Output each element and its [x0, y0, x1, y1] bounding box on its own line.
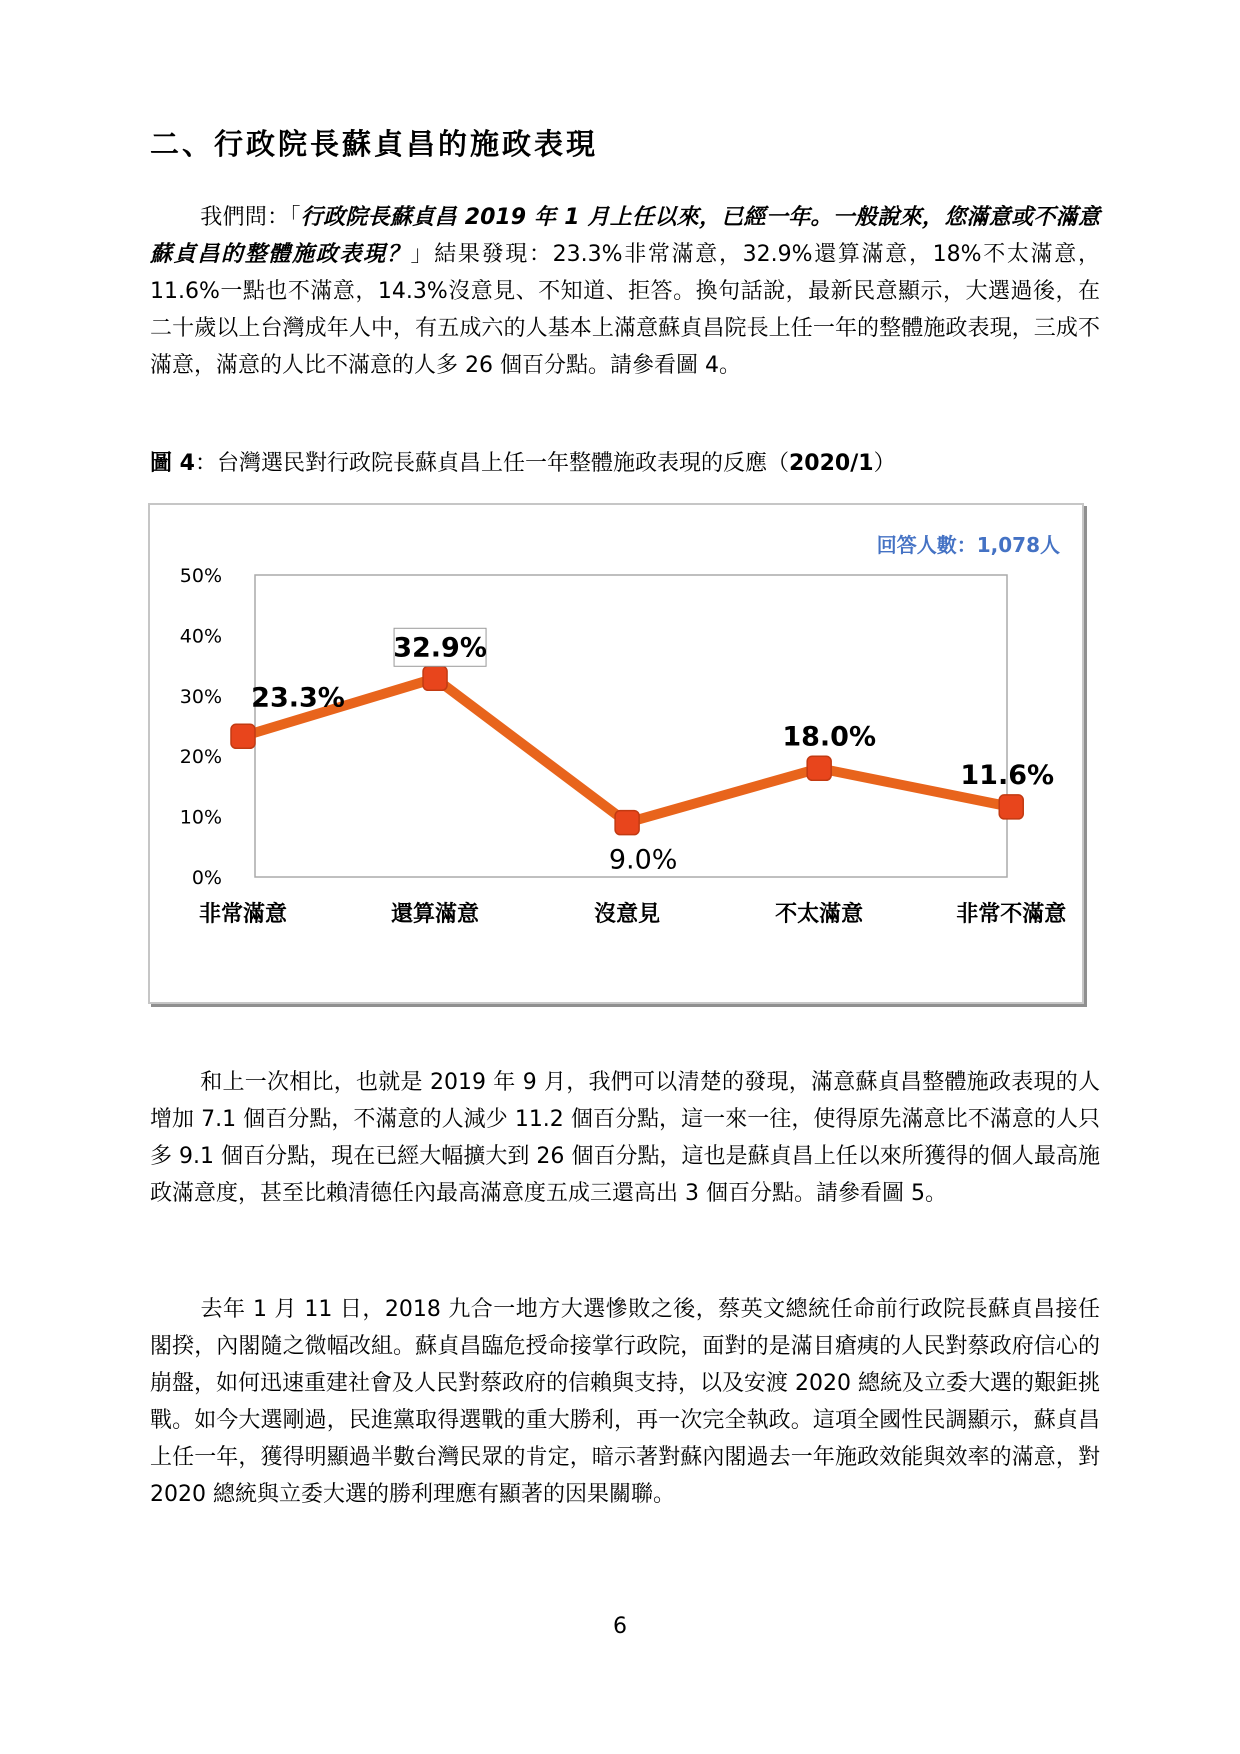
- figure-title: ：台灣選民對行政院長蘇貞昌上任一年整體施政表現的反應（: [194, 451, 789, 476]
- paragraph-comparison-text: 和上一次相比，也就是 2019 年 9 月，我們可以清楚的發現，滿意蘇貞昌整體施政表現的人增加 7.1 個百分點，不滿意的人減少 11.2 個百分點，這一來一往，使得原先滿意比不滿意的人只多 9.1 個百分點，現在已經大幅擴大到 26 個百分點，這也是蘇貞昌上任以來所獲得的個人最高施政滿意度，甚至比賴清德任內最高滿意度五成三還高出 3 個百分點。請參看圖 5。: [150, 1070, 1100, 1206]
- data-label: 23.3%: [251, 682, 345, 714]
- figure-caption-close: ）: [873, 451, 896, 476]
- paragraph-survey-result: [150, 199, 1100, 384]
- data-point-marker: [999, 795, 1023, 819]
- paragraph-background: [150, 1291, 1100, 1513]
- y-tick-label: 50%: [179, 565, 222, 587]
- section-heading: 二、行政院長蘇貞昌的施政表現: [150, 127, 599, 161]
- figure-label: 圖 4: [150, 451, 195, 476]
- respondents-note: 回答人數：1,078人: [876, 533, 1060, 557]
- y-tick-label: 20%: [179, 746, 222, 769]
- y-axis-ticks: [180, 565, 222, 889]
- line-chart: [150, 505, 1082, 1002]
- paragraph-background-text: 去年 1 月 11 日，2018 九合一地方大選慘敗之後，蔡英文總統任命前行政院長蘇貞昌接任閣揆，內閣隨之微幅改組。蘇貞昌臨危授命接掌行政院，面對的是滿目瘡痍的人民對蔡政府信心的崩盤，如何迅速重建社會及人民對蔡政府的信賴與支持，以及安渡 2020 總統及立委大選的艱鉅挑戰。如今大選剛過，民進黨取得選戰的重大勝利，再一次完全執政。這項全國性民調顯示，蘇貞昌上任一年，獲得明顯過半數台灣民眾的肯定，暗示著對蘇內閣過去一年施政效能與效率的滿意，對 2020 總統與立委大選的勝利理應有顯著的因果關聯。: [150, 1297, 1100, 1507]
- page-number: 6: [613, 1614, 627, 1639]
- data-point-marker: [231, 724, 255, 748]
- paragraph-result-text: 」結果發現：23.3%非常滿意，32.9%還算滿意，18%不太滿意，11.6%一點也不滿意，14.3%沒意見、不知道、拒答。換句話說，最新民意顯示，大選過後，在二十歲以上台灣成年人中，有五成六的人基本上滿意蘇貞昌院長上任一年的整體施政表現，三成不滿意，滿意的人比不滿意的人多 26 個百分點。請參看圖 4。: [150, 242, 1100, 378]
- data-label: 18.0%: [782, 721, 877, 753]
- paragraph-lead: 我們問：「: [200, 205, 301, 230]
- paragraph-comparison: [150, 1064, 1100, 1212]
- data-point-marker: [807, 756, 831, 780]
- x-category-label: 非常滿意: [198, 902, 288, 927]
- data-point-marker: [615, 811, 639, 835]
- y-tick-label: 0%: [191, 867, 222, 889]
- x-category-label: 沒意見: [594, 902, 661, 927]
- data-label: 32.9%: [393, 632, 487, 664]
- x-category-label: 還算滿意: [391, 902, 480, 927]
- y-tick-label: 30%: [179, 685, 222, 708]
- data-point-marker: [423, 666, 447, 690]
- x-axis-categories: [199, 901, 1066, 927]
- x-category-label: 非常不滿意: [956, 902, 1067, 927]
- figure-caption: [150, 446, 1110, 477]
- data-label: 11.6%: [960, 759, 1055, 791]
- x-category-label: 不太滿意: [775, 902, 864, 927]
- chart-frame: [148, 503, 1084, 1004]
- y-tick-label: 40%: [179, 625, 222, 648]
- data-label: 9.0%: [608, 844, 678, 876]
- figure-date: 2020/1: [788, 451, 874, 476]
- survey-question: 行政院長蘇貞昌 2019 年 1 月上任以來，已經一年。一般說來，您滿意或不滿意蘇貞昌的整體施政表現？: [150, 205, 1100, 267]
- y-tick-label: 10%: [179, 806, 222, 829]
